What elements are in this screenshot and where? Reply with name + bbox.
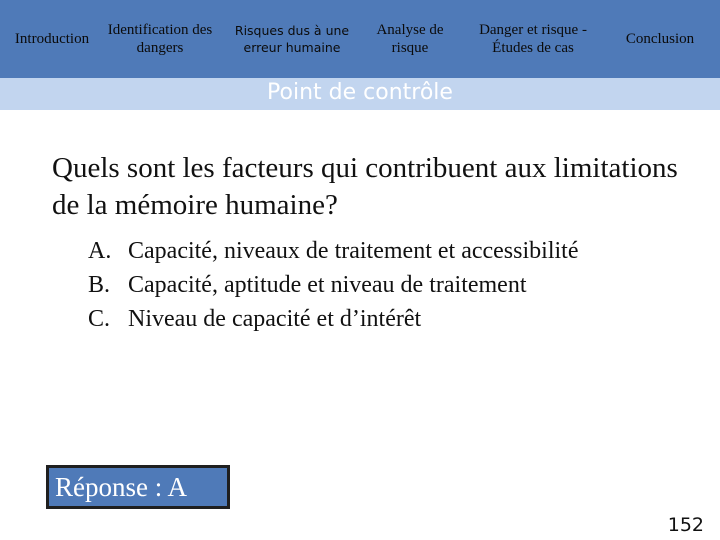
nav-item-identification-des-dangers[interactable]: [107, 0, 213, 78]
top-navigation: [0, 0, 720, 78]
option-letter: B.: [88, 272, 111, 298]
option-text: Capacité, niveaux de traitement et accessibilité: [128, 238, 579, 264]
option-letter: C.: [88, 306, 111, 332]
nav-item-label: Risques dus à une erreur humaine: [234, 23, 350, 55]
question-text: Quels sont les facteurs qui contribuent aux limitations de la mémoire humaine?: [52, 152, 678, 221]
nav-item-risques-erreur-humaine[interactable]: [224, 0, 360, 78]
nav-item-label: Conclusion: [625, 31, 695, 47]
option-text: Capacité, aptitude et niveau de traitement: [128, 272, 527, 298]
nav-item-danger-et-risque-etudes-de-cas[interactable]: [470, 0, 596, 78]
checkpoint-title: Point de contrôle: [267, 80, 453, 105]
nav-item-conclusion[interactable]: [612, 0, 708, 78]
nav-item-label: Introduction: [14, 31, 90, 47]
option-c: [88, 304, 708, 334]
answer-options-list: [88, 236, 708, 338]
nav-item-label: Identification des dangers: [107, 22, 213, 56]
nav-item-label: Analyse de risque: [376, 22, 444, 56]
option-text: Niveau de capacité et d’intérêt: [128, 306, 422, 332]
answer-box: Réponse : A: [46, 465, 230, 509]
page-number: 152: [667, 514, 704, 536]
option-b: [88, 270, 708, 300]
nav-item-introduction[interactable]: [2, 0, 102, 78]
nav-item-analyse-de-risque[interactable]: [368, 0, 452, 78]
option-a: [88, 236, 708, 266]
nav-item-label: Danger et risque - Études de cas: [479, 22, 587, 56]
option-letter: A.: [88, 238, 112, 264]
